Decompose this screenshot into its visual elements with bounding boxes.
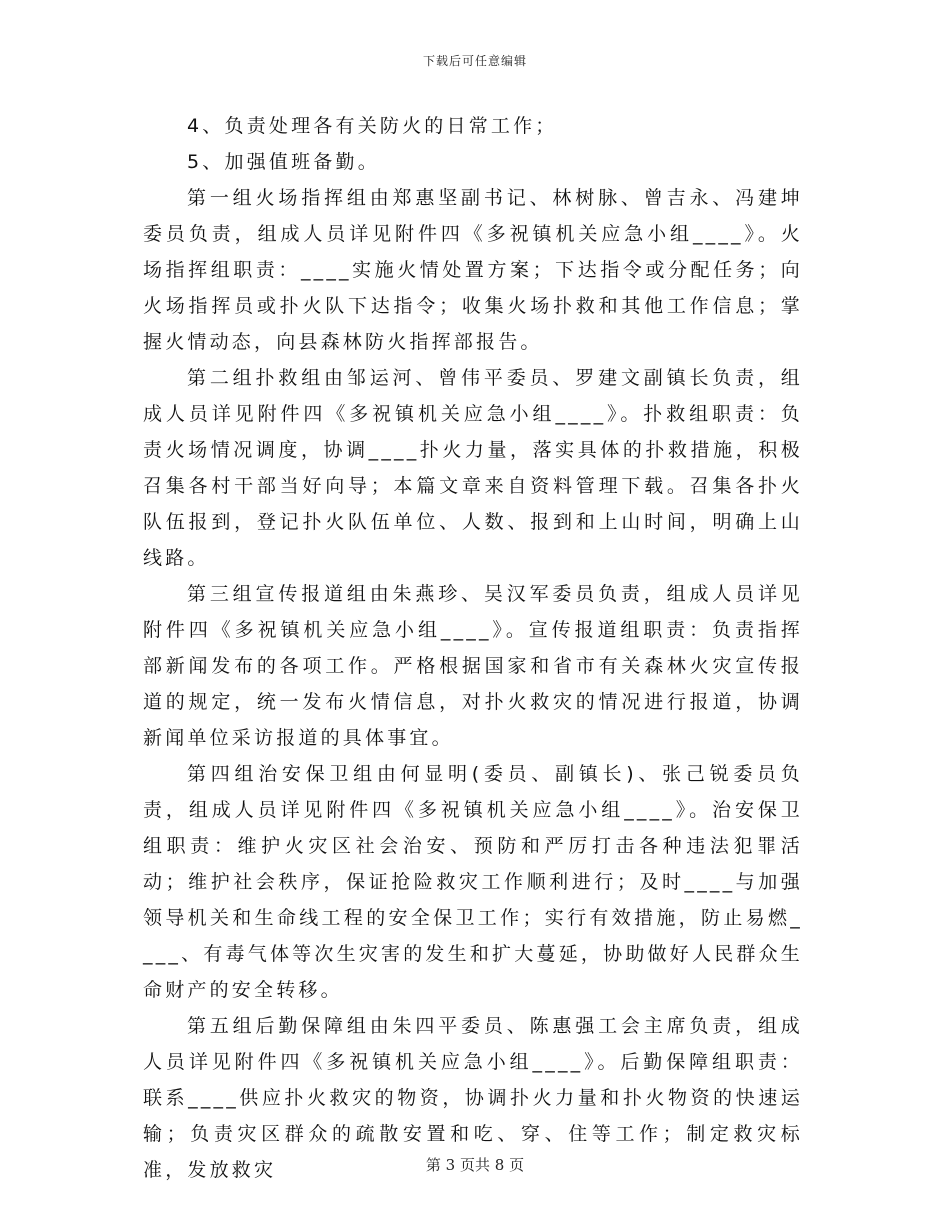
paragraph-group-4-security: 第四组治安保卫组由何显明(委员、副镇长)、张己锐委员负责，组成人员详见附件四《多祝镇机关应急小组____》。治安保卫组职责：维护火灾区社会治安、预防和严厉打击各种违法犯罪活动；维护社会秩序，保证抢险救灾工作顺利进行；及时____与加强领导机关和生命线工程的安全保卫工作；实行有效措施，防止易燃____、有毒气体等次生灾害的发生和扩大蔓延，协助做好人民群众生命财产的安全转移。 bbox=[143, 763, 803, 1001]
paragraph-item-4: 4、负责处理各有关防火的日常工作； bbox=[187, 115, 558, 137]
paragraph-group-5-logistics: 第五组后勤保障组由朱四平委员、陈惠强工会主席负责，组成人员详见附件四《多祝镇机关应急小组____》。后勤保障组职责：联系____供应扑火救灾的物资，协调扑火力量和扑火物资的快速运输；负责灾区群众的疏散安置和吃、穿、住等工作；制定救灾标准，发放救灾 bbox=[143, 1015, 803, 1181]
document-body bbox=[143, 108, 803, 1188]
page-header: 下载后可任意编辑 bbox=[422, 54, 527, 68]
page-footer: 第 3 页共 8 页 bbox=[425, 1156, 525, 1174]
paragraph-group-1-command: 第一组火场指挥组由郑惠坚副书记、林树脉、曾吉永、冯建坤委员负责，组成人员详见附件四《多祝镇机关应急小组____》。火场指挥组职责：____实施火情处置方案；下达指令或分配任务；向火场指挥员或扑火队下达指令；收集火场扑救和其他工作信息；掌握火情动态，向县森林防火指挥部报告。 bbox=[143, 187, 803, 353]
paragraph-group-2-rescue: 第二组扑救组由邹运河、曾伟平委员、罗建文副镇长负责，组成人员详见附件四《多祝镇机关应急小组____》。扑救组职责：负责火场情况调度，协调____扑火力量，落实具体的扑救措施，积极召集各村干部当好向导；本篇文章来自资料管理下载。召集各扑火队伍报到，登记扑火队伍单位、人数、报到和上山时间，明确上山线路。 bbox=[143, 367, 803, 569]
paragraph-group-3-publicity: 第三组宣传报道组由朱燕珍、吴汉军委员负责，组成人员详见附件四《多祝镇机关应急小组____》。宣传报道组职责：负责指挥部新闻发布的各项工作。严格根据国家和省市有关森林火灾宣传报道的规定，统一发布火情信息，对扑火救灾的情况进行报道，协调新闻单位采访报道的具体事宜。 bbox=[143, 583, 803, 749]
paragraph-item-5: 5、加强值班备勤。 bbox=[187, 151, 380, 173]
